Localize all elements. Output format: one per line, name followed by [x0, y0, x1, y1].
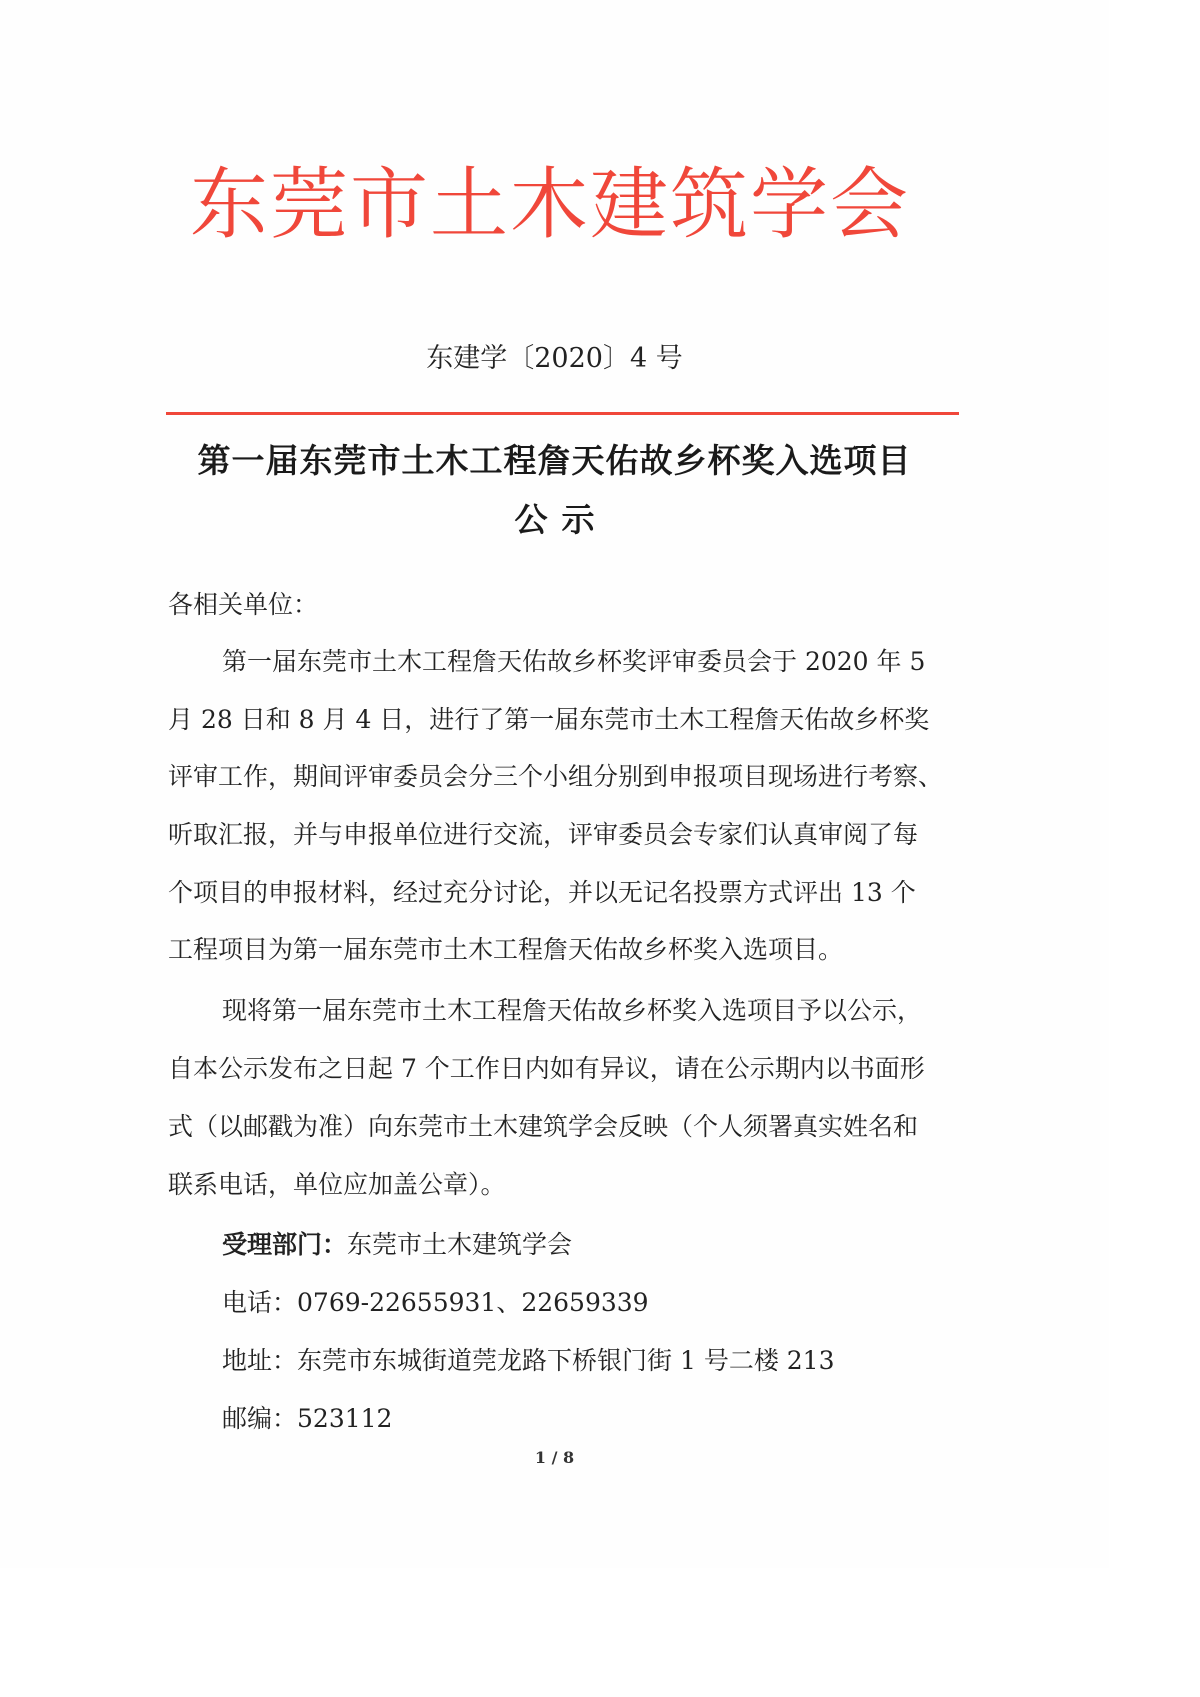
red-divider [166, 412, 959, 415]
contact-department [222, 1230, 572, 1260]
postcode-value: 523112 [297, 1404, 393, 1433]
paragraph-2-line-2: 自本公示发布之日起 7 个工作日内如有异议，请在公示期内以书面形 [168, 1054, 925, 1083]
document-subtitle: 公示 [514, 500, 609, 539]
department-label: 受理部门： [222, 1230, 348, 1259]
paragraph-1-line-4: 听取汇报，并与申报单位进行交流，评审委员会专家们认真审阅了每 [168, 820, 919, 849]
phone-label: 电话： [222, 1288, 298, 1317]
department-value: 东莞市土木建筑学会 [347, 1230, 573, 1259]
document-title: 第一届东莞市土木工程詹天佑故乡杯奖入选项目 [197, 441, 912, 480]
paragraph-1-line-3: 评审工作，期间评审委员会分三个小组分别到申报项目现场进行考察、 [168, 762, 944, 791]
address-label: 地址： [222, 1346, 298, 1375]
paragraph-2-line-1: 现将第一届东莞市土木工程詹天佑故乡杯奖入选项目予以公示， [222, 996, 923, 1025]
contact-postcode [222, 1404, 392, 1434]
postcode-label: 邮编： [222, 1404, 298, 1433]
paragraph-2-line-3: 式（以邮戳为准）向东莞市土木建筑学会反映（个人须署真实姓名和 [168, 1112, 919, 1141]
phone-value: 0769-22655931、22659339 [297, 1288, 649, 1317]
contact-address [222, 1346, 834, 1376]
paragraph-1-line-2: 月 28 日和 8 月 4 日，进行了第一届东莞市土木工程詹天佑故乡杯奖 [168, 705, 930, 734]
organization-letterhead: 东莞市土木建筑学会 [189, 160, 910, 250]
paragraph-1-line-5: 个项目的申报材料，经过充分讨论，并以无记名投票方式评出 13 个 [168, 878, 916, 907]
address-value: 东莞市东城街道莞龙路下桥银门街 1 号二楼 213 [297, 1346, 835, 1375]
paragraph-1-line-6: 工程项目为第一届东莞市土木工程詹天佑故乡杯奖入选项目。 [168, 935, 844, 964]
contact-phone [222, 1288, 649, 1318]
paragraph-2-line-4: 联系电话，单位应加盖公章）。 [168, 1170, 506, 1199]
page-number: 1 / 8 [534, 1448, 575, 1467]
document-number: 东建学〔2020〕4 号 [426, 343, 683, 374]
salutation: 各相关单位： [168, 590, 319, 619]
paragraph-1-line-1: 第一届东莞市土木工程詹天佑故乡杯奖评审委员会于 2020 年 5 [222, 647, 926, 676]
